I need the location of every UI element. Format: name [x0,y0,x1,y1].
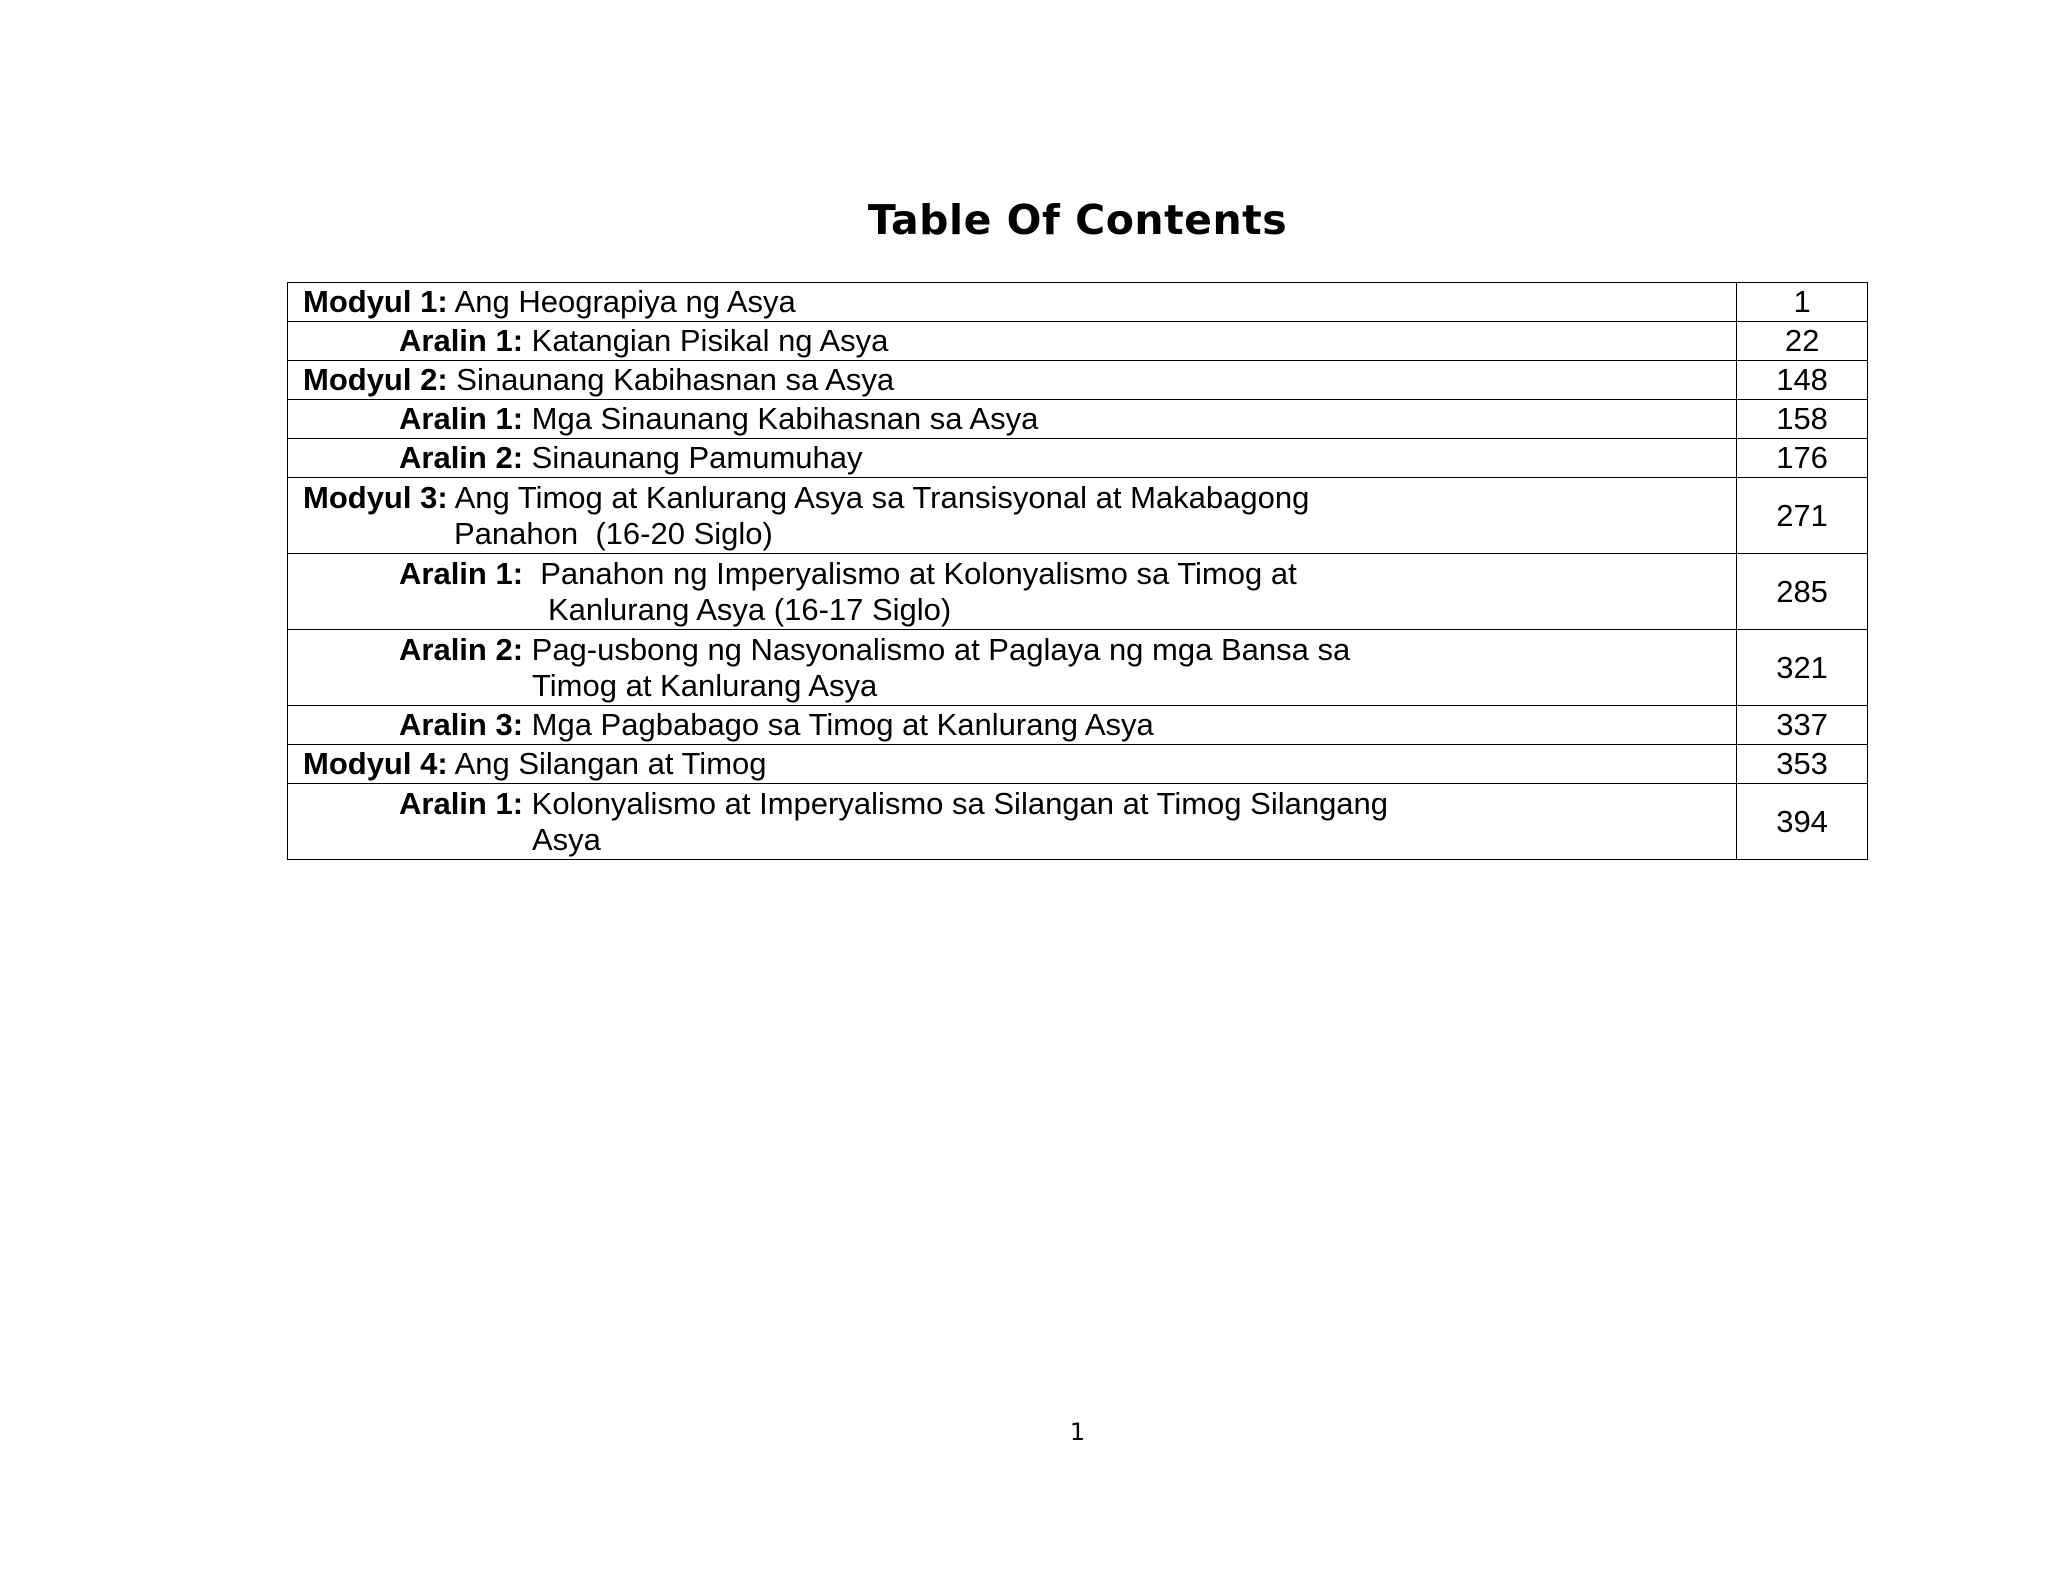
toc-page: 148 [1737,361,1868,400]
toc-row-aralin [288,439,1868,478]
toc-row-aralin [288,630,1868,706]
toc-page: 285 [1737,554,1868,630]
entry-label: Modyul 4: [303,746,448,781]
entry-label: Aralin 2: [399,440,524,475]
toc-row-modyul-4 [288,745,1868,784]
entry-text: Katangian Pisikal ng Asya [523,323,889,358]
toc-page: 353 [1737,745,1868,784]
entry-label: Modyul 2: [303,362,448,397]
toc-page: 271 [1737,478,1868,554]
entry-text: Panahon ng Imperyalismo at Kolonyalismo sa Timog at [523,555,1297,591]
toc-page: 176 [1737,439,1868,478]
toc-entry [288,283,1737,322]
toc-row-modyul-1 [288,283,1868,322]
entry-text-continued: Kanlurang Asya (16-17 Siglo) [548,591,952,627]
entry-label: Aralin 1: [399,401,524,436]
toc-entry [288,554,1737,630]
toc-row-modyul-2 [288,361,1868,400]
entry-text: Mga Pagbabago sa Timog at Kanlurang Asya [523,707,1154,742]
toc-row-aralin [288,706,1868,745]
toc-entry [288,361,1737,400]
toc-entry [288,784,1737,860]
entry-text: Ang Timog at Kanlurang Asya sa Transisyonal at Makabagong [447,479,1310,515]
entry-text: Pag-usbong ng Nasyonalismo at Paglaya ng mga Bansa sa [523,631,1351,667]
toc-entry [288,439,1737,478]
entry-label: Aralin 1: [399,555,524,591]
toc-row-aralin [288,784,1868,860]
entry-text: Ang Silangan at Timog [447,746,767,781]
entry-label: Aralin 1: [399,323,524,358]
entry-text-continued: Timog at Kanlurang Asya [532,667,878,703]
entry-label: Modyul 1: [303,284,448,319]
entry-text: Ang Heograpiya ng Asya [447,284,796,319]
entry-label: Modyul 3: [303,479,448,515]
toc-row-modyul-3 [288,478,1868,554]
toc-page: 321 [1737,630,1868,706]
toc-page: 337 [1737,706,1868,745]
toc-entry [288,706,1737,745]
entry-text: Kolonyalismo at Imperyalismo sa Silangan at Timog Silangang [523,785,1389,821]
toc-page: 1 [1737,283,1868,322]
entry-text: Sinaunang Kabihasnan sa Asya [447,362,895,397]
entry-label: Aralin 1: [399,785,524,821]
toc-row-aralin [288,554,1868,630]
toc-page: 22 [1737,322,1868,361]
entry-text: Mga Sinaunang Kabihasnan sa Asya [523,401,1039,436]
toc-row-aralin [288,322,1868,361]
page-title: Table Of Contents [867,196,1288,244]
toc-entry [288,745,1737,784]
entry-text-continued: Panahon (16-20 Siglo) [454,515,773,551]
toc-entry [288,478,1737,554]
entry-text-continued: Asya [532,821,601,857]
toc-entry [288,322,1737,361]
entry-label: Aralin 3: [399,707,524,742]
toc-row-aralin [288,400,1868,439]
page-number: 1 [1069,1418,1086,1446]
toc-page: 394 [1737,784,1868,860]
table-of-contents [287,282,1868,860]
toc-page: 158 [1737,400,1868,439]
entry-text: Sinaunang Pamumuhay [523,440,863,475]
entry-label: Aralin 2: [399,631,524,667]
toc-entry [288,400,1737,439]
toc-entry [288,630,1737,706]
